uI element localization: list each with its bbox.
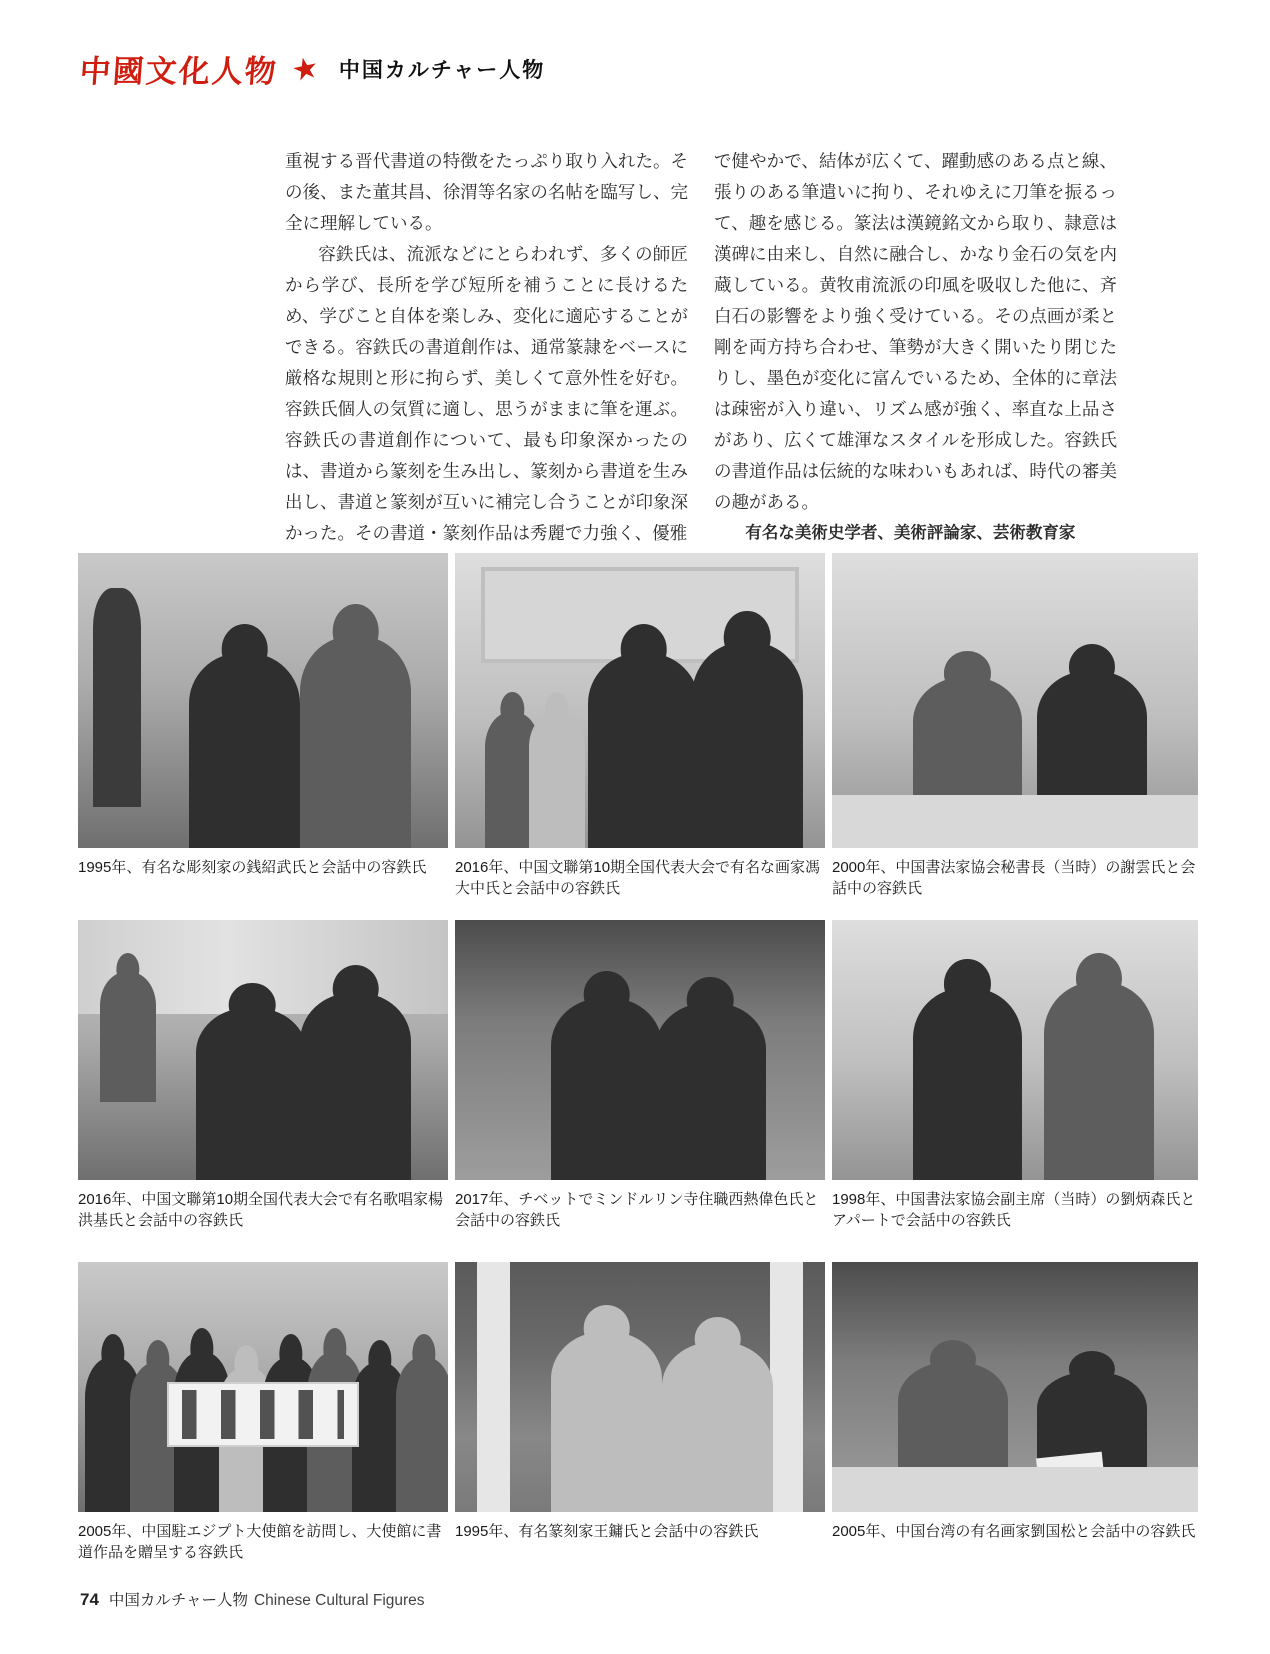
calligraphy-scroll <box>770 1262 803 1512</box>
calligraphy-scroll <box>477 1262 510 1512</box>
person-silhouette <box>396 1357 448 1512</box>
footer-title-en: Chinese Cultural Figures <box>253 1592 425 1609</box>
magazine-subtitle: 中国カルチャー人物 <box>338 58 546 82</box>
paragraph-bold-lead: 有名な美術史学者、美術評論家、芸術教育家 <box>745 524 1076 542</box>
photo-7-placeholder <box>78 1262 448 1512</box>
photo-caption: 2005年、中国台湾の有名画家劉国松と会話中の容鉄氏 <box>832 1523 1196 1540</box>
photo-caption: 2016年、中国文聯第10期全国代表大会で有名な画家馮大中氏と会話中の容鉄氏 <box>455 859 821 897</box>
photo-3-placeholder <box>832 553 1198 848</box>
person-silhouette <box>655 1003 766 1180</box>
masthead <box>80 46 545 91</box>
photo-caption: 2000年、中国書法家協会秘書長（当時）の謝雲氏と会話中の容鉄氏 <box>832 859 1196 897</box>
person-silhouette <box>551 1332 662 1512</box>
article-left-column <box>285 146 688 549</box>
photo-figure-4 <box>78 853 448 1250</box>
table-silhouette <box>832 1467 1198 1512</box>
person-silhouette <box>196 1008 307 1180</box>
page-footer <box>80 1588 425 1610</box>
person-silhouette <box>913 988 1023 1180</box>
photo-caption: 2017年、チベットでミンドルリン寺住職西熱偉色氏と会話中の容鉄氏 <box>455 1191 819 1229</box>
article-body <box>285 146 1117 549</box>
photo-caption: 1995年、有名篆刻家王鏞氏と会話中の容鉄氏 <box>455 1523 759 1540</box>
photo-5-placeholder <box>455 920 825 1180</box>
photo-caption: 2016年、中国文聯第10期全国代表大会で有名歌唱家楊洪基氏と会話中の容鉄氏 <box>78 1191 444 1229</box>
photo-figure-8 <box>455 1262 825 1572</box>
photo-caption: 2005年、中国駐エジプト大使館を訪問し、大使館に書道作品を贈呈する容鉄氏 <box>78 1523 442 1561</box>
page-number: 74 <box>80 1590 99 1609</box>
magazine-logo: 中國文化人物 <box>78 54 280 90</box>
photo-grid <box>78 553 1198 1572</box>
photo-figure-5 <box>455 853 825 1250</box>
person-silhouette <box>300 993 411 1180</box>
person-silhouette <box>100 972 156 1102</box>
photo-1-placeholder <box>78 553 448 848</box>
photo-2-placeholder <box>455 553 825 848</box>
paragraph: で健やかで、結体が広くて、躍動感のある点と線、張りのある筆遣いに拘り、それゆえに刀筆を振るって、趣を感じる。篆法は漢鏡銘文から取り、隷意は漢碑に由来し、自然に融合し、かなり金石の気を内蔵している。黄牧甫流派の印風を吸収した他に、斉白石の影響をより強く受けている。その点画が柔と剛を両方持ち合わせ、筆勢が大きく開いたり閉じたりし、墨色が変化に富んでいるため、全体的に章法は疎密が入り違い、リズム感が強く、率直な上品さがあり、広くて雄渾なスタイルを形成した。容鉄氏の書道作品は伝統的な味わいもあれば、時代の審美の趣がある。 <box>714 151 1117 512</box>
person-silhouette <box>300 636 411 848</box>
paragraph: 容鉄氏は、流派などにとらわれず、多くの師匠から学び、長所を学び短所を補うことに長けるため、学びこと自体を楽しみ、変化に適応することができる。容鉄氏の書道創作は、通常篆隷をベースに厳格な規則と形に拘らず、美しくて意外性を好む。容鉄氏個人の気質に適し、思うがままに筆を運ぶ。容鉄氏の書道創作について、最も印象深かったのは、書道から篆刻を生み出し、篆刻から書道を生み出し、書道と篆刻が互いに補完し合うことが印象深かった。その書道・篆刻作品は秀麗で力強く、優雅 <box>285 244 688 543</box>
person-silhouette <box>551 998 662 1180</box>
star-icon: ★ <box>288 50 322 88</box>
person-silhouette <box>189 653 300 848</box>
photo-8-placeholder <box>455 1262 825 1512</box>
person-silhouette <box>662 1342 773 1512</box>
photo-caption: 1995年、有名な彫刻家の銭紹武氏と会話中の容鉄氏 <box>78 859 427 876</box>
photo-figure-6 <box>832 853 1198 1250</box>
person-silhouette <box>692 642 803 849</box>
footer-title-jp: 中国カルチャー人物 <box>108 1592 248 1609</box>
photo-9-placeholder <box>832 1262 1198 1512</box>
calligraphy-banner <box>167 1382 359 1447</box>
photo-4-placeholder <box>78 920 448 1180</box>
sofa-silhouette <box>832 795 1198 848</box>
photo-6-placeholder <box>832 920 1198 1180</box>
photo-caption: 1998年、中国書法家協会副主席（当時）の劉炳森氏とアパートで会話中の容鉄氏 <box>832 1191 1196 1229</box>
person-silhouette <box>529 712 585 848</box>
sculpture-silhouette <box>93 588 141 806</box>
photo-figure-9 <box>832 1262 1198 1572</box>
article-right-column <box>714 146 1117 549</box>
paragraph: 重視する晋代書道の特徴をたっぷり取り入れた。その後、また董其昌、徐渭等名家の名帖を臨写し、完全に理解している。 <box>285 151 688 233</box>
person-silhouette <box>588 653 699 848</box>
person-silhouette <box>1044 982 1154 1180</box>
photo-figure-7 <box>78 1262 448 1572</box>
